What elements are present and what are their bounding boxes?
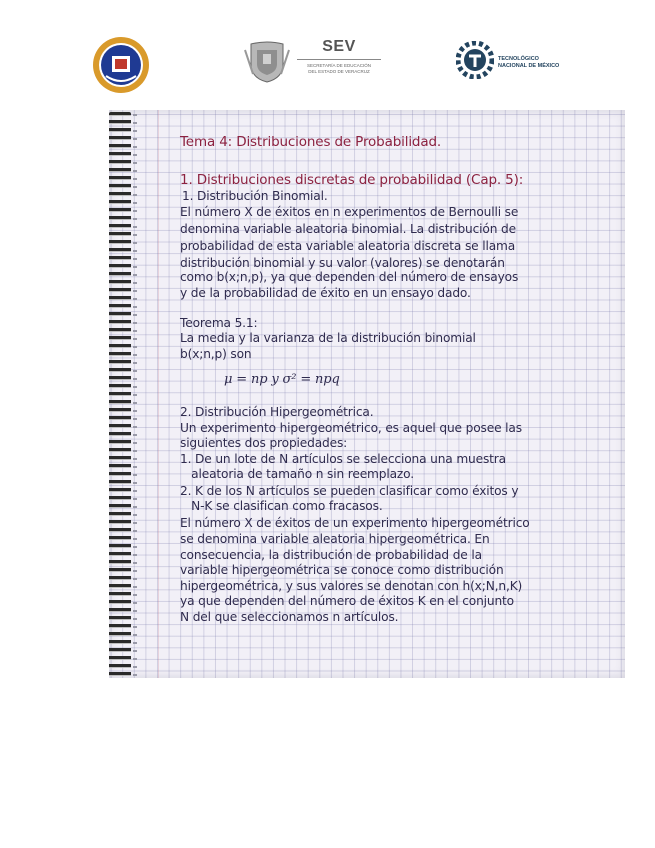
section-heading: 1. Distribuciones discretas de probabilidad (Cap. 5): xyxy=(180,172,524,188)
hypergeometric-list-item: N-K se clasifican como fracasos. xyxy=(180,499,383,513)
theorem-formula: μ = np y σ² = npq xyxy=(224,372,340,387)
tecnm-gear-logo xyxy=(456,41,494,79)
hypergeometric-line: variable hipergeométrica se conoce como distribución xyxy=(180,563,504,577)
binomial-line: y de la probabilidad de éxito en un ensayo dado. xyxy=(180,286,471,300)
theorem-heading: Teorema 5.1: xyxy=(180,316,258,330)
binomial-line: distribución binomial y su valor (valores) se denotarán xyxy=(180,256,505,270)
hypergeometric-line: siguientes dos propiedades: xyxy=(180,436,348,450)
tecnm-logo-text: TECNOLÓGICO NACIONAL DE MÉXICO xyxy=(498,56,560,69)
sev-logo xyxy=(293,38,385,75)
spiral-holes xyxy=(133,114,137,676)
hypergeometric-line: se denomina variable aleatoria hipergeométrica. En xyxy=(180,532,490,546)
hypergeometric-line: El número X de éxitos de un experimento hipergeométrico xyxy=(180,516,530,530)
binomial-line: probabilidad de esta variable aleatoria discreta se llama xyxy=(180,239,516,253)
theorem-line: b(x;n,p) son xyxy=(180,347,252,361)
binomial-line: El número X de éxitos en n experimentos de Bernoulli se xyxy=(180,205,519,219)
hypergeometric-list-item: aleatoria de tamaño n sin reemplazo. xyxy=(180,467,414,481)
sev-logo-subtitle: SECRETARÍA DE EDUCACIÓN DEL ESTADO DE VERACRUZ xyxy=(307,63,371,74)
instituto-tecnologico-seal-logo xyxy=(92,36,150,94)
hypergeometric-line: N del que seleccionamos n artículos. xyxy=(180,610,399,624)
hypergeometric-list-item: 2. K de los N artículos se pueden clasificar como éxitos y xyxy=(180,484,519,498)
notebook-margin-line xyxy=(158,110,159,678)
binomial-heading: 1. Distribución Binomial. xyxy=(182,189,328,203)
theorem-line: La media y la varianza de la distribución binomial xyxy=(180,331,476,345)
hypergeometric-line: Un experimento hipergeométrico, es aquel que posee las xyxy=(180,421,522,435)
binomial-line: como b(x;n,p), ya que dependen del número de ensayos xyxy=(180,270,519,284)
hypergeometric-list-item: 1. De un lote de N artículos se selecciona una muestra xyxy=(180,452,506,466)
spiral-binding xyxy=(109,112,131,678)
notes-title: Tema 4: Distribuciones de Probabilidad. xyxy=(180,134,442,150)
binomial-line: denomina variable aleatoria binomial. La distribución de xyxy=(180,222,516,236)
hypergeometric-line: hipergeométrica, y sus valores se denotan con h(x;N,n,K) xyxy=(180,579,523,593)
hypergeometric-heading: 2. Distribución Hipergeométrica. xyxy=(180,405,374,419)
sev-logo-divider xyxy=(297,59,381,60)
veracruz-coat-of-arms-logo xyxy=(243,40,291,84)
hypergeometric-line: consecuencia, la distribución de probabilidad de la xyxy=(180,548,482,562)
hypergeometric-line: ya que dependen del número de éxitos K en el conjunto xyxy=(180,594,514,608)
sev-logo-title: SEV xyxy=(322,38,356,55)
